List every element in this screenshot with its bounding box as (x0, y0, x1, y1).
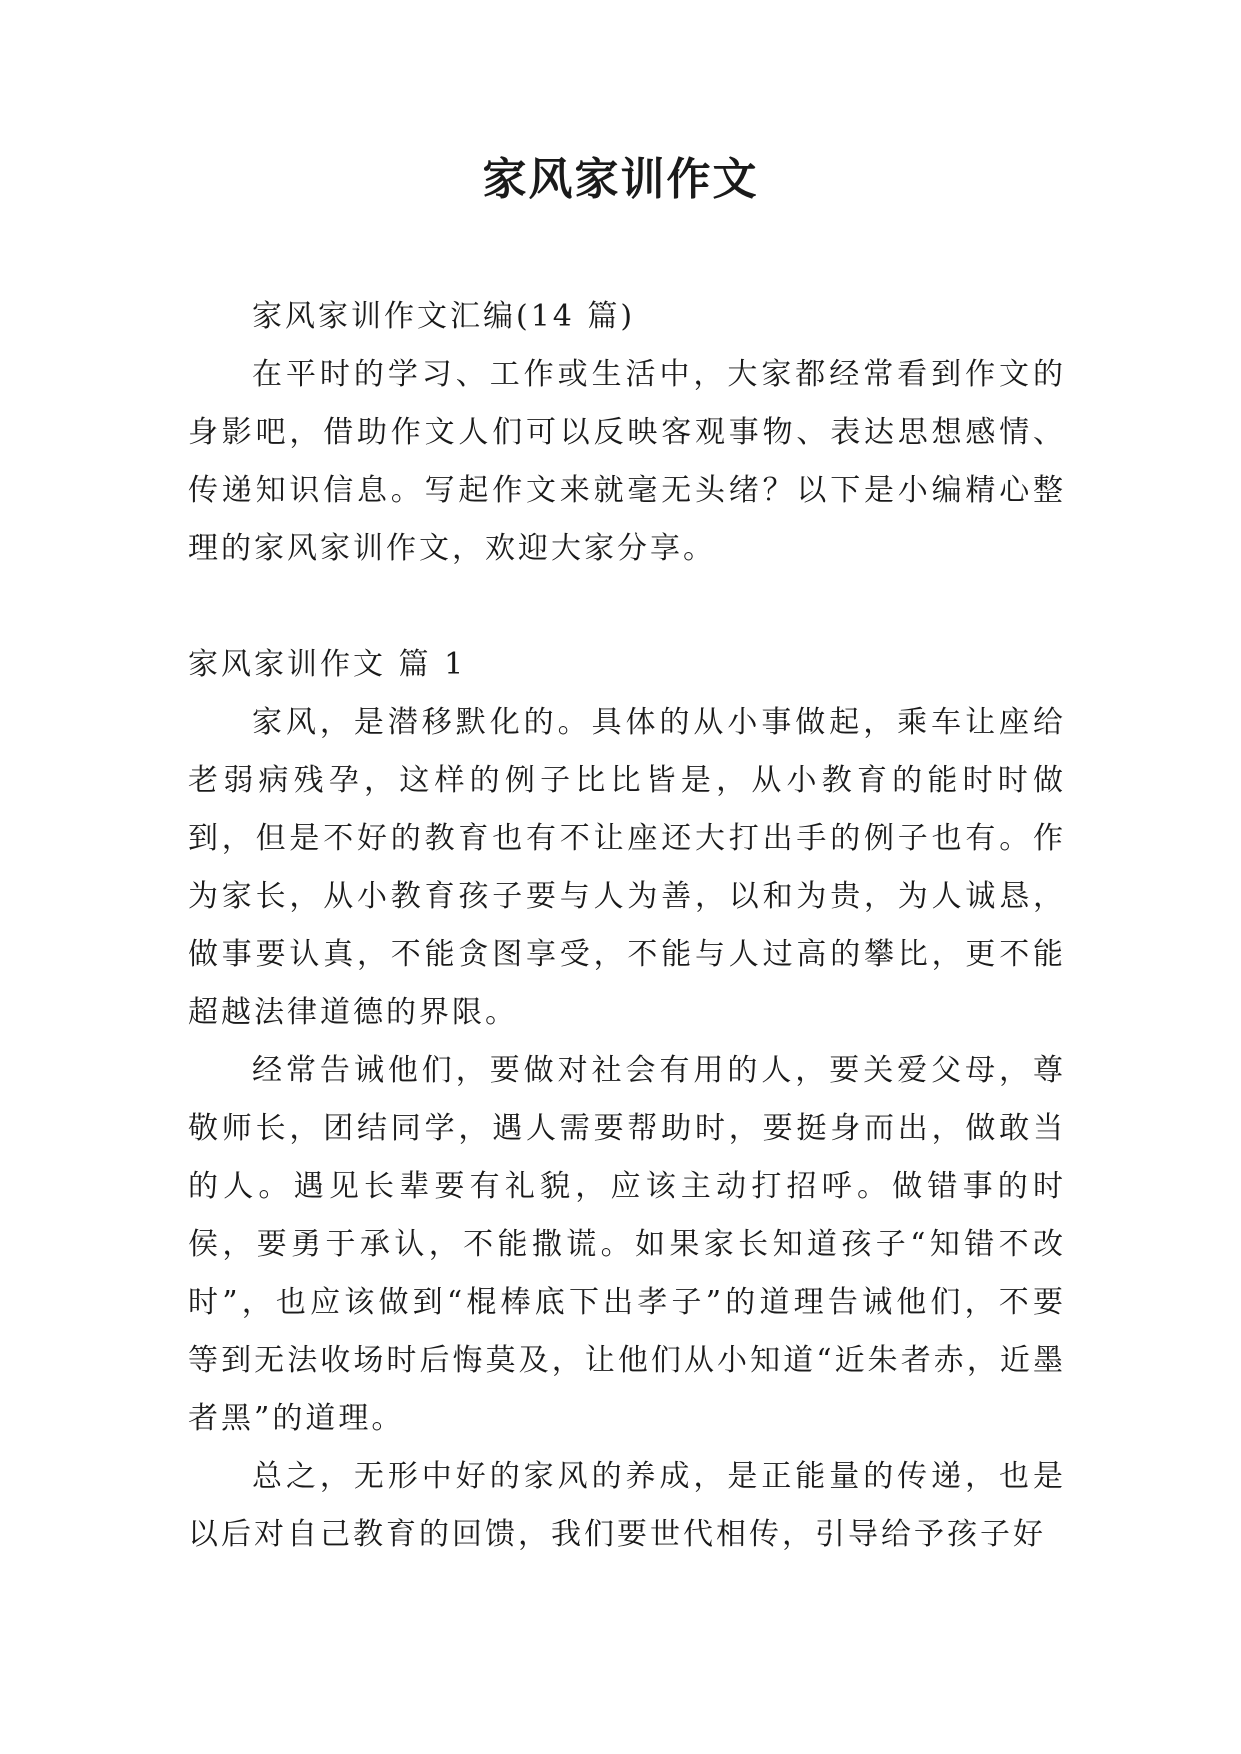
collection-heading: 家风家训作文汇编(14 篇) (252, 299, 636, 334)
body-paragraph-3: 总之，无形中好的家风的养成，是正能量的传递，也是以后对自己教育的回馈，我们要世代相传，引导给予孩子好 (188, 1459, 1066, 1552)
document-title: 家风家训作文 (482, 154, 759, 205)
section-heading-1: 家风家训作文 篇 1 (188, 647, 467, 682)
body-paragraph-1: 家风，是潜移默化的。具体的从小事做起，乘车让座给老弱病残孕，这样的例子比比皆是，从小教育的能时时做到，但是不好的教育也有不让座还大打出手的例子也有。作为家长，从小教育孩子要与人为善，以和为贵，为人诚恳，做事要认真，不能贪图享受，不能与人过高的攀比，更不能超越法律道德的界限。 (188, 705, 1066, 1030)
intro-paragraph: 在平时的学习、工作或生活中，大家都经常看到作文的身影吧，借助作文人们可以反映客观事物、表达思想感情、传递知识信息。写起作文来就毫无头绪？以下是小编精心整理的家风家训作文，欢迎大家分享。 (188, 357, 1066, 566)
document-body (188, 288, 1066, 1564)
body-paragraph-2: 经常告诫他们，要做对社会有用的人，要关爱父母，尊敬师长，团结同学，遇人需要帮助时，要挺身而出，做敢当的人。遇见长辈要有礼貌，应该主动打招呼。做错事的时侯，要勇于承认，不能撒谎。如果家长知道孩子“知错不改时”，也应该做到“棍棒底下出孝子”的道理告诫他们，不要等到无法收场时后悔莫及，让他们从小知道“近朱者赤，近墨者黑”的道理。 (188, 1053, 1066, 1436)
